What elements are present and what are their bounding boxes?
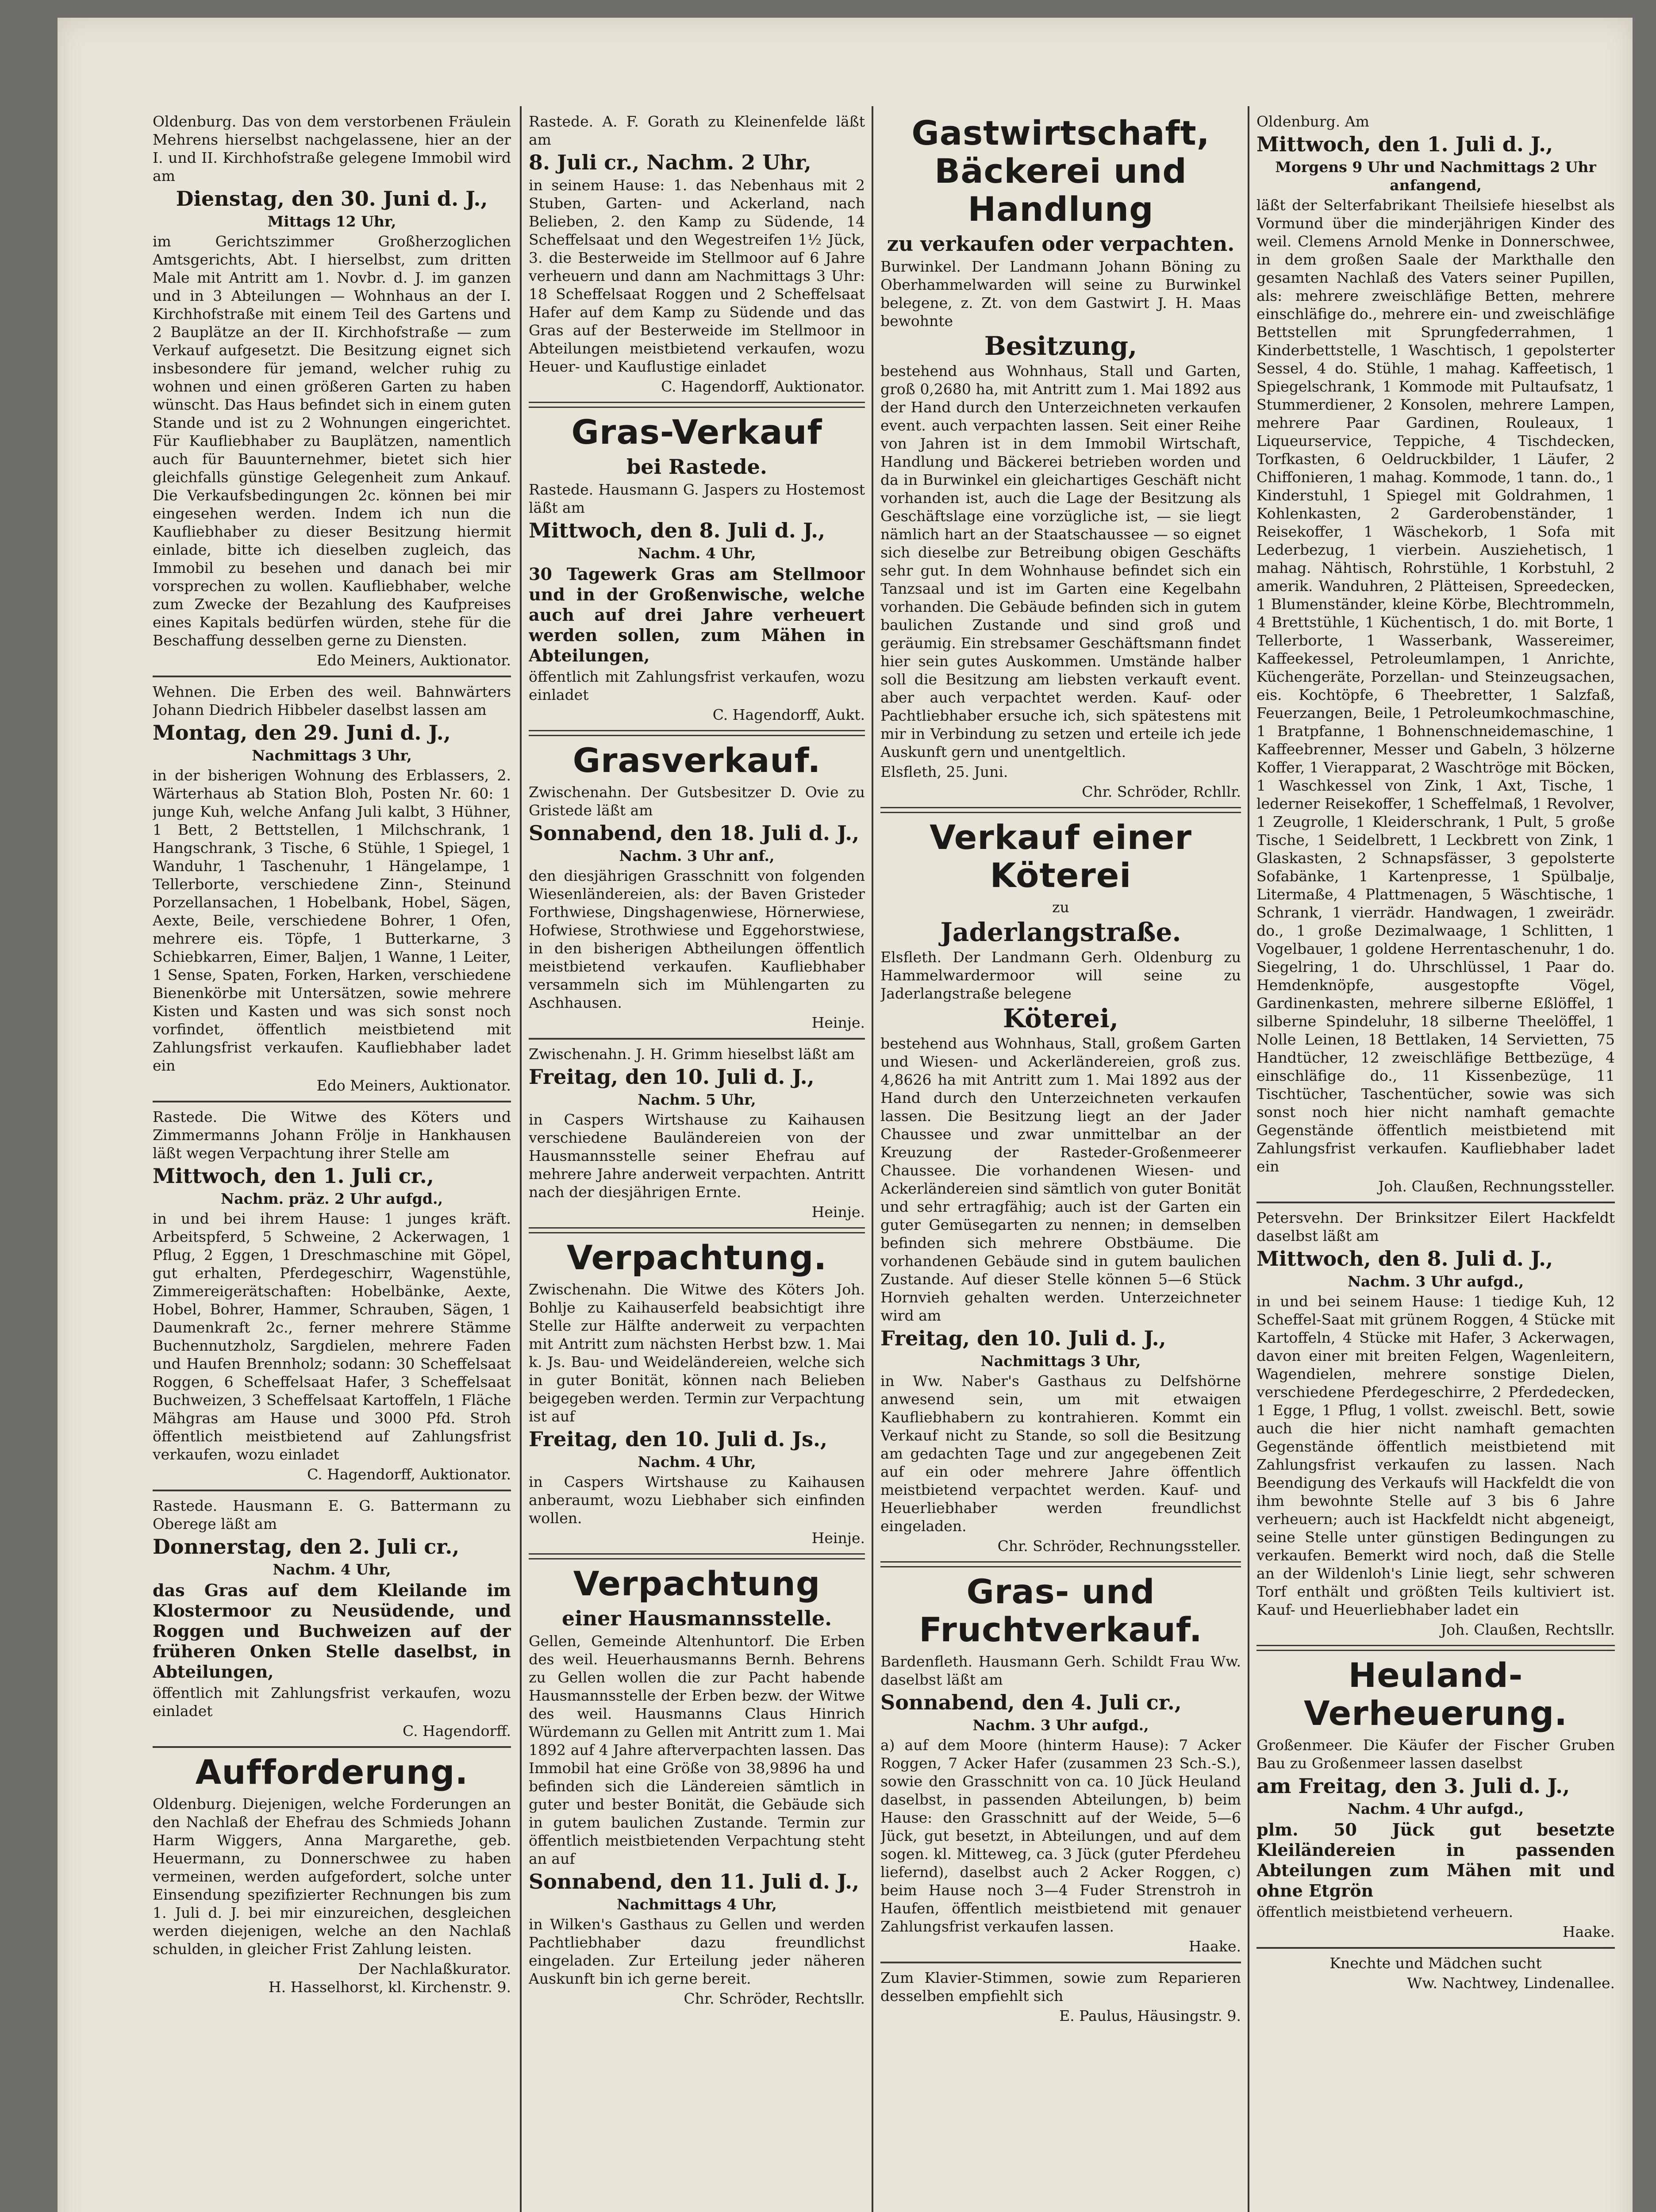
- ad-date: Freitag, den 10. Juli d. J.,: [529, 1065, 815, 1089]
- ad-text: Knechte und Mädchen sucht: [1329, 1955, 1542, 1972]
- advert: [1256, 112, 1615, 1195]
- ad-date: Dienstag, den 30. Juni d. J.,: [176, 187, 488, 211]
- ad-divider: [529, 402, 865, 408]
- ad-text: bestehend aus Wohnhaus, Stall, großem Garten und Wiesen- und Ackerländereien, groß zus. 4,8626 ha mit Antritt zum 1. Mai 1892 aus der Hand durch den Unterzeichneten verkaufen lassen. Die Besitzung liegt an der Jader Chaussee und zwar unmittelbar an der Kreuzung der Rasteder-Großenmeerer Chaussee. Die vorhandenen Wiesen- und Ackerländereien sind sämtlich von guter Bonität und sehr ertragfähig; auch ist der Garten ein guter Gemüsegarten zu nennen; in demselben befinden sich mehrere Obstbäume. Die vorhandenen Gebäude sind in gutem baulichen Zustande. Auf dieser Stelle können 5—6 Stück Hornvieh gehalten werden. Unterzeichneter wird am: [880, 1035, 1241, 1324]
- advert: [153, 683, 511, 1094]
- ad-subtitle: zu verkaufen oder verpachten.: [887, 232, 1235, 256]
- ad-text: Burwinkel. Der Landmann Johann Böning zu Oberhammelwarden will seine zu Burwinkel belegene, z. Zt. von dem Gastwirt J. H. Maas bewohnte: [880, 258, 1241, 330]
- advert: [529, 1239, 865, 1547]
- advert: [153, 1497, 511, 1740]
- column-1: [153, 111, 511, 2212]
- ad-divider: [153, 1101, 511, 1102]
- ad-text: Zwischenahn. Die Witwe des Köters Joh. Bohlje zu Kaihauserfeld beabsichtigt ihre Stelle zur Hälfte anderweit zu verpachten mit Antritt zum nächsten Herbst bzw. 1. Mai k. Js. Bau- und Weideländereien, welche sich in guter Bonität, können nach Belieben beigegeben werden. Termin zur Verpachtung ist auf: [529, 1281, 865, 1425]
- ad-signature: Joh. Claußen, Rechnungssteller.: [1378, 1178, 1615, 1195]
- ad-text: den diesjährigen Grasschnitt von folgenden Wiesenländereien, als: der Baven Gristeder Forthwiese, Dingshagenwiese, Hörnerwiese, Hofwiese, Strothwiese und Eggehorstwiese, in den bisherigen Abtheilungen öffentlich meistbietend verkaufen. Kaufliebhaber versammeln sich im Mühlengarten zu Aschhausen.: [529, 867, 865, 1011]
- ad-text: in Wilken's Gasthaus zu Gellen und werden Pachtliebhaber dazu freundlichst eingeladen. Zur Erteilung jeder näheren Auskunft bin ich gerne bereit.: [529, 1916, 865, 1987]
- advert: [529, 741, 865, 1032]
- advert: [529, 413, 865, 724]
- advert: [880, 114, 1241, 801]
- ad-title: Gras-Verkauf: [571, 412, 822, 452]
- ad-title: Gastwirtschaft, Bäckerei und Handlung: [911, 113, 1210, 229]
- ad-text: Petersvehn. Der Brinksitzer Eilert Hackfeldt daselbst läßt am: [1256, 1209, 1615, 1244]
- column-2: [529, 111, 865, 2212]
- column-rule: [872, 106, 873, 2212]
- ad-time: Nachm. 4 Uhr aufgd.,: [1347, 1800, 1524, 1817]
- ad-subtitle: bei Rastede.: [626, 455, 767, 479]
- ad-text: Rastede. Die Witwe des Köters und Zimmermanns Johann Frölje in Hankhausen läßt wegen Verpachtung ihrer Stelle am: [153, 1108, 511, 1162]
- ad-subtitle: zu: [1052, 899, 1069, 916]
- ad-highlight: plm. 50 Jück gut besetzte Kleiländereien in passenden Abteilungen zum Mähen mit und ohne Etgrön: [1256, 1820, 1615, 1901]
- ad-date: Freitag, den 10. Juli d. Js.,: [529, 1427, 828, 1451]
- ad-text: läßt der Selterfabrikant Theilsiefe hieselbst als Vormund über die minderjährigen Kinder des weil. Clemens Arnold Menke in Donnerschwee, in dem großen Saale der Markthalle den gesamten Nachlaß des Vaters seiner Pupillen, als: mehrere zweischläfige Betten, mehrere einschläfige do., mehrere ein- und zweischläfige Bettstellen mit Sprungfederrahmen, 1 Kinderbettstelle, 1 Waschtisch, 1 gepolsterter Sessel, 4 do. Stühle, 1 mahag. Kaffeetisch, 1 Spiegelschrank, 1 Kommode mit Pultaufsatz, 1 Stummerdiener, 2 Konsolen, mehrere Lampen, mehrere Paar Gardinen, Rouleaux, 1 Liqueurservice, Teppiche, 4 Tischdecken, Torfkasten, 6 Oeldruckbilder, 1 Läufer, 2 Chiffonieren, 1 mahag. Kommode, 1 tann. do., 1 Kinderstuhl, 1 Spiegel mit Goldrahmen, 1 Kohlenkasten, 2 Garderobenständer, 1 Reisekoffer, 1 Wäschekorb, 1 Sofa mit Lederbezug, 1 vierbein. Ausziehetisch, 1 mahag. Nähtisch, Rohrstühle, 1 Korbstuhl, 2 amerik. Wanduhren, 2 Plätteisen, Spreedecken, 1 Blumenständer, kleine Körbe, Blechtrommeln, 4 Brettstühle, 1 Küchentisch, 1 do. mit Borte, 1 Tellerborte, 1 Wasserbank, Wassereimer, Kaffeekessel, Petroleumlampen, 1 Anrichte, Küchengeräte, Porzellan- und Steinzeugsachen, eis. Kochtöpfe, 6 Theebretter, 1 Salzfaß, Feuerzangen, Beile, 1 Petroleumkochmaschine, 1 Bratpfanne, 1 Bohnenschneidemaschine, 1 Kaffeebrenner, Messer und Gabeln, 3 hölzerne Koffer, 1 Vierapparat, 2 Waschtröge mit Böcken, 1 Waschkessel von Zink, 1 Axt, Tische, 1 lederner Reisekoffer, 1 Scheffelmaß, 1 Revolver, 1 Zeugrolle, 1 Kleiderschrank, 1 Pult, 5 große Tische, 1 Seidelbrett, 1 Leckbrett von Zink, 1 Glaskasten, 2 Schnapsfässer, 3 gepolsterte Sofabänke, 1 Kartenpresse, 1 Spülbalje, Litermaße, 4 Plattmenagen, 5 Wäschtische, 1 Schrank, 1 vierrädr. Handwagen, 1 zweirädr. do., 1 große Dezimalwaage, 1 Schlitten, 1 Vogelbauer, 1 goldene Herrentaschenuhr, 1 do. Siegelring, 1 do. Uhrschlüssel, 1 Paar do. Hemdenknöpfe, ausgestopfte Vögel, Gardinenkasten, mehrere silberne Eßlöffel, 1 silberne Spindeluhr, 18 silberne Theelöffel, 1 Nolle Leinen, 18 Bettlaken, 14 Servietten, 75 Handtücher, 12 zweischläfige Bettbezüge, 4 einschläfige do., 11 Kissenbezüge, 11 Tischtücher, Taschentücher, sowie was sich sonst noch hier nicht namhaft gemachte Gegenstände öffentlich meistbietend mit Zahlungsfrist verkaufen. Kaufliebhaber ladet ein: [1256, 196, 1615, 1175]
- ad-text: in der bisherigen Wohnung des Erblassers, 2. Wärterhaus ab Station Bloh, Posten Nr. 60: 1 junge Kuh, welche Anfang Juli kalbt, 3 Hühner, 1 Bett, 2 Bettstellen, 1 Milchschrank, 1 Hangschrank, 3 Tische, 6 Stühle, 1 Spiegel, 1 Wanduhr, 1 Taschenuhr, 1 Hängelampe, 1 Tellerborte, verschiedene Zinn-, Steinund Porzellansachen, 1 Hobelbank, Hobel, Sägen, Aexte, Beile, verschiedene Bohrer, 1 Ofen, mehrere eis. Töpfe, 1 Butterkarne, 3 Schiebkarren, Eimer, Baljen, 1 Wanne, 1 Leiter, 1 Sense, Spaten, Forken, Harken, verschiedene Bienenkörbe mit Untersätzen, sowie mehrere Kisten und Kasten und was sich sonst noch vorfindet, öffentlich meistbietend mit Zahlungsfrist verkaufen. Kaufliebhaber ladet ein: [153, 767, 511, 1074]
- ad-date: am Freitag, den 3. Juli d. J.,: [1256, 1774, 1570, 1798]
- advert: [1256, 1209, 1615, 1639]
- ad-signature: Chr. Schröder, Rechnungssteller.: [997, 1537, 1241, 1555]
- ad-signature: Haake.: [1188, 1938, 1241, 1955]
- ad-headline: Köterei,: [1003, 1003, 1119, 1033]
- advert: [529, 1045, 865, 1221]
- ad-date: Sonnabend, den 11. Juli d. J.,: [529, 1870, 860, 1893]
- ad-text: Bardenfleth. Hausmann Gerh. Schildt Frau Ww. daselbst läßt am: [880, 1653, 1241, 1688]
- ad-date: Sonnabend, den 4. Juli cr.,: [880, 1690, 1182, 1714]
- ad-text: in seinem Hause: 1. das Nebenhaus mit 2 Stuben, Garten- und Ackerland, nach Belieben, 2. den Kamp zu Südende, 14 Scheffelsaat und den Wegestreifen 1½ Jück, 3. die Besterweide im Stellmoor auf 6 Jahre verheuern und dann am Nachmittags 3 Uhr: 18 Scheffelsaat Roggen und 2 Scheffelsaat Hafer auf dem Kamp zu Südende und das Gras auf der Besterweide im Stellmoor in Abteilungen meistbietend verkaufen, wozu Heuer- und Kauflustige einladet: [529, 177, 865, 375]
- ad-date: Mittwoch, den 8. Juli d. J.,: [1256, 1247, 1553, 1271]
- ad-signature: Joh. Claußen, Rechtsllr.: [1441, 1621, 1615, 1638]
- ad-text: im Gerichtszimmer Großherzoglichen Amtsgerichts, Abt. I hierselbst, zum dritten Male mit Antritt am 1. Novbr. d. J. im ganzen und in 3 Abteilungen — Wohnhaus an der I. Kirchhofstraße mit einem Teil des Gartens und 2 Bauplätze an der II. Kirchhofstraße — zum Verkauf aufgesetzt. Die Besitzung eignet sich insbesondere für jemand, welcher ruhig zu wohnen und einen größeren Garten zu haben wünscht. Das Haus befindet sich in einem guten Stande und ist zu 2 Wohnungen eingerichtet. Für Kaufliebhaber zu Bauplätzen, namentlich auch für Bauunternehmer, bietet sich hier gleichfalls günstige Gelegenheit zum Ankauf. Die Verkaufsbedingungen 2c. können bei mir eingesehen werden. Indem ich nun die Kaufliebhaber zu dieser Besitzung hiermit einlade, bitte ich dieselben zugleich, das Immobil zu besehen und danach bei mir vorsprechen zu wollen. Kaufliebhaber, welche zum Zwecke der Bezahlung des Kaufpreises eines Kapitals bedürfen würden, stehe für die Beschaffung desselben gerne zu Diensten.: [153, 233, 511, 649]
- ad-signature: Heinje.: [811, 1529, 865, 1547]
- ad-time: Nachm. präz. 2 Uhr aufgd.,: [221, 1190, 443, 1207]
- ad-time: Morgens 9 Uhr und Nachmittags 2 Uhr anfangend,: [1275, 158, 1596, 194]
- ad-signature: Heinje.: [811, 1014, 865, 1031]
- ad-signature: Chr. Schröder, Rechtsllr.: [684, 1990, 865, 2007]
- ad-time: Mittags 12 Uhr,: [267, 213, 396, 230]
- ad-text: öffentlich mit Zahlungsfrist verkaufen, wozu einladet: [529, 668, 865, 703]
- ad-divider: [880, 1962, 1241, 1963]
- ad-divider: [1256, 1645, 1615, 1651]
- ad-text: Großenmeer. Die Käufer der Fischer Gruben Bau zu Großenmeer lassen daselbst: [1256, 1736, 1615, 1772]
- ad-text: Oldenburg. Am: [1256, 113, 1369, 130]
- ad-signature: Heinje.: [811, 1203, 865, 1221]
- ad-title: Verpachtung.: [566, 1238, 827, 1277]
- advert: [153, 1753, 511, 1996]
- ad-signature: Edo Meiners, Auktionator.: [316, 652, 511, 669]
- ad-title: Verpachtung: [573, 1564, 821, 1603]
- ad-divider: [880, 807, 1241, 813]
- ad-title: Aufforderung.: [195, 1752, 469, 1792]
- ad-date: Freitag, den 10. Juli d. J.,: [880, 1326, 1166, 1350]
- ad-signature: H. Hasselhorst, kl. Kirchenstr. 9.: [268, 1978, 511, 1996]
- ad-text: Elsfleth. Der Landmann Gerh. Oldenburg zu Hammelwardermoor will seine zu Jaderlangstraße belegene: [880, 949, 1241, 1002]
- ad-date: 8. Juli cr., Nachm. 2 Uhr,: [529, 150, 811, 174]
- ad-date: Mittwoch, den 1. Juli cr.,: [153, 1164, 434, 1188]
- ad-text: Zum Klavier-Stimmen, sowie zum Reparieren desselben empfiehlt sich: [880, 1969, 1241, 2005]
- ad-divider: [529, 1227, 865, 1233]
- ad-text: bestehend aus Wohnhaus, Stall und Garten, groß 0,2680 ha, mit Antritt zum 1. Mai 1892 aus der Hand durch den Unterzeichneten verkaufen event. auch verpachten lassen. Seit einer Reihe von Jahren ist in dem Immobil Wirtschaft, Handlung und Bäckerei betrieben worden und da in Burwinkel ein gleichartiges Geschäft nicht vorhanden ist, auch die Lage der Besitzung als Geschäftslage eine vorzügliche ist, — sie liegt nämlich hart an der Staatschaussee — so eignet sich dieselbe zur Betreibung obigen Geschäfts sehr gut. In dem Wohnhause befindet sich ein Tanzsaal und ist im Garten eine Kegelbahn vorhanden. Die Gebäude befinden sich in gutem baulichen Zustande und sind groß und geräumig. Ein strebsamer Geschäftsmann findet hier sein gutes Auskommen. Umstände halber soll die Besitzung am liebsten verkauft event. aber auch verpachtet werden. Kauf- oder Pachtliebhaber ersuche ich, sich spätestens mit mir in Verbindung zu setzen und erteile ich jede Auskunft gern und unentgeltlich.: [880, 362, 1241, 760]
- advert: [1256, 1656, 1615, 1941]
- column-rule: [1248, 106, 1249, 2212]
- advert: [880, 1969, 1241, 2025]
- ad-signature: Ww. Nachtwey, Lindenallee.: [1407, 1974, 1615, 1992]
- ad-date: Montag, den 29. Juni d. J.,: [153, 721, 451, 745]
- ad-highlight: 30 Tagewerk Gras am Stellmoor und in der Großenwische, welche auch auf drei Jahre verheuert werden sollen, zum Mähen in Abteilungen,: [529, 564, 865, 665]
- ad-time: Nachm. 3 Uhr aufgd.,: [1347, 1273, 1524, 1290]
- advert: [529, 1565, 865, 2008]
- ad-divider: [153, 676, 511, 677]
- ad-signature: E. Paulus, Häusingstr. 9.: [1059, 2007, 1241, 2024]
- ad-place-date: Elsfleth, 25. Juni.: [880, 763, 1008, 780]
- ad-text: in Ww. Naber's Gasthaus zu Delfshörne anwesend sein, um mit etwaigen Kaufliebhabern zu kontrahieren. Kommt ein Verkauf nicht zu Stande, so soll die Besitzung am gedachten Tage und zur angegebenen Zeit auf ein oder mehrere Jahre öffentlich meistbietend verpachtet werden. Kauf- und Heuerliebhaber werden freundlichst eingeladen.: [880, 1372, 1241, 1535]
- ad-time: Nachmittags 3 Uhr,: [980, 1352, 1141, 1370]
- ad-text: Oldenburg. Das von dem verstorbenen Fräulein Mehrens hierselbst nachgelassene, hier an der I. und II. Kirchhofstraße gelegene Immobil wird am: [153, 113, 511, 184]
- ad-text: Rastede. Hausmann E. G. Battermann zu Oberege läßt am: [153, 1497, 511, 1532]
- advert: [1256, 1954, 1615, 1992]
- ad-time: Nachmittags 3 Uhr,: [252, 747, 412, 764]
- advert: [880, 1573, 1241, 1955]
- advert: [153, 112, 511, 669]
- ad-text: Oldenburg. Diejenigen, welche Forderungen an den Nachlaß der Ehefrau des Schmieds Johann Harm Wiggers, Anna Margarethe, geb. Heuermann, zu Donnerschwee zu haben vermeinen, werden aufgefordert, solche unter Einsendung spezifizierter Rechnungen bis zum 1. Juli d. J. bei mir einzureichen, desgleichen werden diejenigen, welche an den Nachlaß schulden, in gleicher Frist Zahlung leisten.: [153, 1795, 511, 1958]
- ad-signature: Chr. Schröder, Rchllr.: [1082, 783, 1241, 800]
- ad-text: Wehnen. Die Erben des weil. Bahnwärters Johann Diedrich Hibbeler daselbst lassen am: [153, 683, 511, 718]
- ad-divider: [529, 1038, 865, 1040]
- ad-title: Grasverkauf.: [572, 741, 821, 780]
- ad-text: in Caspers Wirtshause zu Kaihausen verschiedene Bauländereien von der Hausmannsstelle seiner Ehefrau auf mehrere Jahre anderweit verpachten. Antritt nach der diesjährigen Ernte.: [529, 1111, 865, 1201]
- ad-signature: C. Hagendorff, Auktionator.: [661, 378, 865, 395]
- newspaper-page: [58, 18, 1633, 2212]
- ad-date: Donnerstag, den 2. Juli cr.,: [153, 1535, 460, 1559]
- ad-signature: C. Hagendorff.: [403, 1722, 511, 1740]
- ad-text: Zwischenahn. J. H. Grimm hieselbst läßt am: [529, 1045, 855, 1063]
- ad-highlight: das Gras auf dem Kleilande im Klostermoor zu Neusüdende, und Roggen und Buchweizen auf der früheren Onken Stelle daselbst, in Abteilungen,: [153, 1580, 511, 1682]
- ad-signature: C. Hagendorff, Auktionator.: [307, 1466, 511, 1483]
- ad-text: Rastede. Hausmann G. Jaspers zu Hostemost läßt am: [529, 481, 865, 516]
- ad-signature: Haake.: [1562, 1923, 1615, 1940]
- ad-date: Mittwoch, den 8. Juli d. J.,: [529, 518, 826, 542]
- advert: [529, 112, 865, 396]
- ad-time: Nachm. 4 Uhr,: [273, 1561, 391, 1578]
- ad-text: in und bei seinem Hause: 1 tiedige Kuh, 12 Scheffel-Saat mit grünem Roggen, 4 Stücke mit Kartoffeln, 4 Stücke mit Hafer, 3 Ackerwagen, davon einer mit breiten Felgen, Wagenleitern, Wagendielen, mehrere sonstige Dielen, verschiedene Pferdegeschirre, 2 Pferdedecken, 1 Egge, 1 Pflug, 1 vollst. zweischl. Bett, sowie auch die hier nicht namhaft gemachten Gegenstände öffentlich meistbietend mit Zahlungsfrist verkaufen zu lassen. Nach Beendigung des Verkaufs will Hackfeldt die von ihm bewohnte Stelle auf 3 bis 6 Jahre verheuern; auch ist Hackfeldt nicht abgeneigt, seine Stelle unter günstigen Bedingungen zu verkaufen. Bemerkt wird noch, daß die Stelle an der Wildenloh's Linie liegt, sehr schweren Torf enthält und größten Teils kultiviert ist. Kauf- und Heuerliebhaber ladet ein: [1256, 1293, 1615, 1618]
- ad-subtitle: einer Hausmannsstelle.: [561, 1606, 832, 1630]
- ad-text: Zwischenahn. Der Gutsbesitzer D. Ovie zu Gristede läßt am: [529, 783, 865, 819]
- column-rule: [520, 106, 522, 2212]
- ad-title: Heuland-Verheuerung.: [1304, 1655, 1568, 1733]
- ad-divider: [153, 1746, 511, 1748]
- ad-time: Nachm. 3 Uhr aufgd.,: [972, 1717, 1149, 1734]
- ad-divider: [880, 1561, 1241, 1567]
- ad-divider: [1256, 1202, 1615, 1203]
- ad-date: Mittwoch, den 1. Juli d. J.,: [1256, 132, 1553, 156]
- ad-text: in und bei ihrem Hause: 1 junges kräft. Arbeitspferd, 5 Schweine, 2 Ackerwagen, 1 Pflug, 2 Eggen, 1 Dreschmaschine mit Göpel, gut erhalten, Pferdegeschirr, Wagenstühle, Zimmereigerätschaften: Hobelbänke, Aexte, Hobel, Bohrer, Hammer, Schrauben, Sägen, 1 Daumenkraft 2c., ferner mehrere Stämme Buchennutzholz, Sargdielen, mehrere Faden und Haufen Brennholz; sodann: 30 Scheffelsaat Roggen, 6 Scheffelsaat Hafer, 3 Scheffelsaat Buchweizen, 3 Scheffelsaat Kartoffeln, 1 Fläche Mähgras am Hause und 3000 Pfd. Stroh öffentlich meistbietend auf Zahlungsfrist verkaufen, wozu einladet: [153, 1210, 511, 1463]
- ad-divider: [153, 1490, 511, 1491]
- ad-signature: C. Hagendorff, Aukt.: [712, 706, 865, 723]
- ad-text: Gellen, Gemeinde Altenhuntorf. Die Erben des weil. Heuerhausmanns Bernh. Behrens zu Gellen wollen die zur Pacht habende Hausmannsstelle der Erben bezw. der Witwe des weil. Hausmanns Claus Hinrich Würdemann zu Gellen mit Antritt zum 1. Mai 1892 auf 4 Jahre afterverpachten lassen. Das Immobil hat eine Größe von 38,9896 ha und befinden sich die Ländereien sämtlich in guter und bester Bonität, die Gebäude sich in gutem baulichen Zustande. Termin zur öffentlich meistbietenden Verpachtung steht an auf: [529, 1632, 865, 1867]
- ad-headline: Jaderlangstraße.: [940, 917, 1181, 947]
- ad-text: öffentlich mit Zahlungsfrist verkaufen, wozu einladet: [153, 1684, 511, 1720]
- ad-divider: [529, 1553, 865, 1559]
- advert: [880, 818, 1241, 1555]
- ad-text: öffentlich meistbietend verheuern.: [1256, 1903, 1514, 1920]
- ad-time: Nachm. 3 Uhr anf.,: [619, 847, 775, 864]
- column-4: [1256, 111, 1615, 2212]
- ad-time: Nachm. 4 Uhr,: [638, 545, 756, 562]
- ad-text: a) auf dem Moore (hinterm Hause): 7 Acker Roggen, 7 Acker Hafer (zusammen 23 Sch.-S.), sowie den Grasschnitt von ca. 10 Jück Heuland daselbst, in passenden Abteilungen, b) beim Hause: den Grasschnitt auf der Weide, 5—6 Jück, gut besetzt, in Abteilungen, und auf dem sogen. kl. Mitteweg, ca. 3 Jück (guter Pferdeheu liefernd), daselbst auch 2 Acker Roggen, c) beim Hause noch 3—4 Fuder Strenstroh in Haufen, öffentlich meistbietend mit genauer Zahlungsfrist verkaufen lassen.: [880, 1736, 1241, 1935]
- ad-title: Verkauf einer Köterei: [930, 818, 1192, 895]
- ad-date: Sonnabend, den 18. Juli d. J.,: [529, 821, 860, 845]
- column-3: [880, 111, 1241, 2212]
- ad-title: Gras- und Fruchtverkauf.: [919, 1572, 1203, 1649]
- ad-time: Nachm. 5 Uhr,: [638, 1091, 756, 1108]
- ad-text: in Caspers Wirtshause zu Kaihausen anberaumt, wozu Liebhaber sich einfinden wollen.: [529, 1473, 865, 1527]
- ad-headline: Besitzung,: [984, 331, 1137, 361]
- ad-subline: Der Nachlaßkurator.: [358, 1960, 511, 1978]
- ad-time: Nachm. 4 Uhr,: [638, 1453, 756, 1471]
- ad-time: Nachmittags 4 Uhr,: [617, 1896, 777, 1913]
- ad-signature: Edo Meiners, Auktionator.: [316, 1077, 511, 1094]
- advert: [153, 1108, 511, 1483]
- ad-divider: [529, 730, 865, 736]
- ad-text: Rastede. A. F. Gorath zu Kleinenfelde läßt am: [529, 113, 865, 148]
- ad-divider: [1256, 1947, 1615, 1949]
